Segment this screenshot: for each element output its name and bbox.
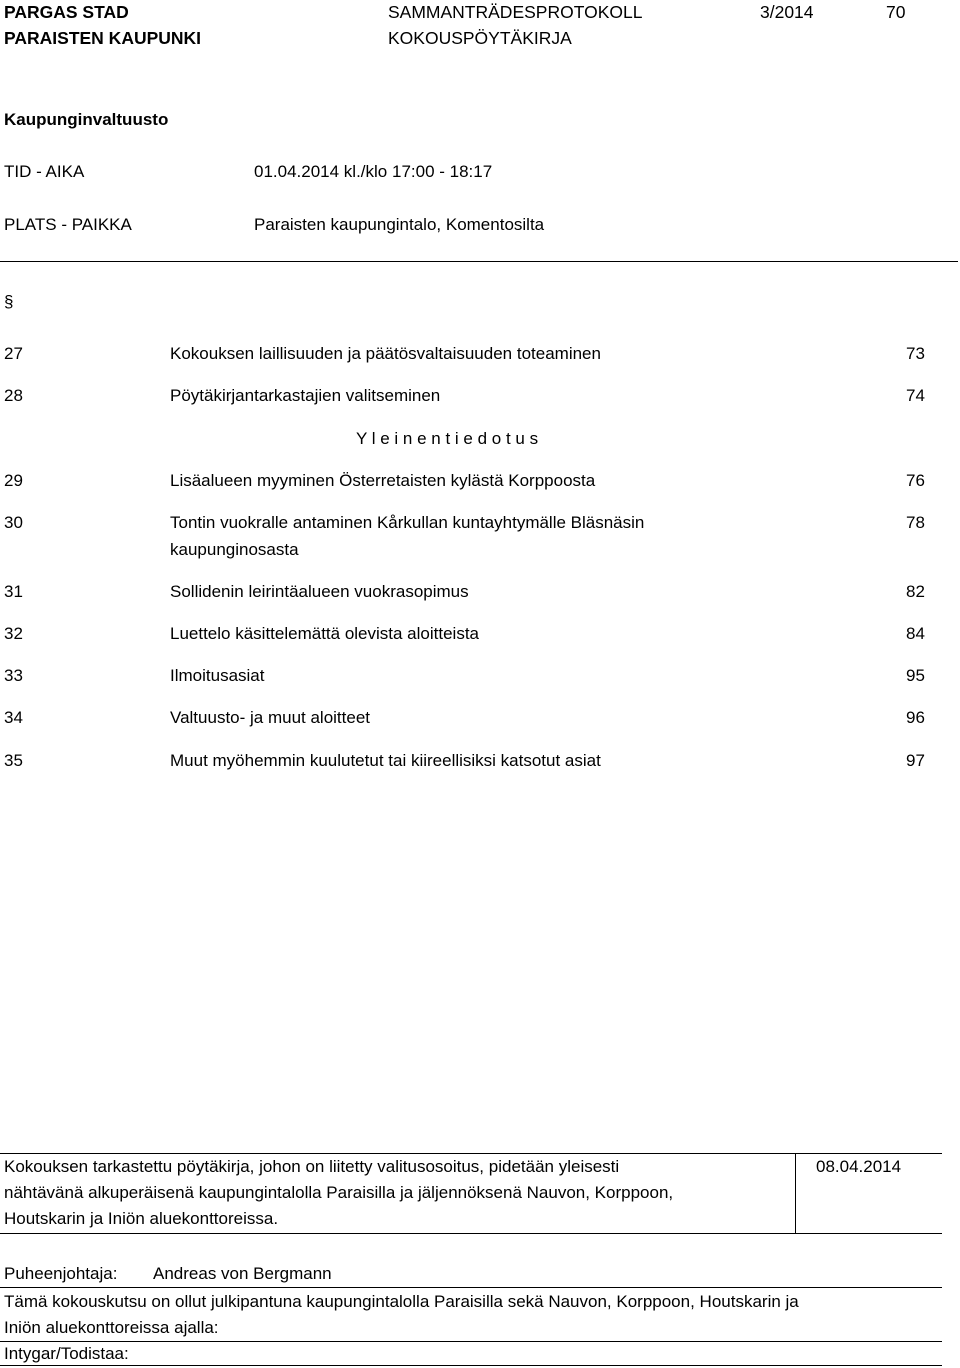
org-name-swedish: PARGAS STAD	[4, 2, 129, 22]
item-number: 31	[4, 582, 23, 601]
inspection-date: 08.04.2014	[816, 1157, 902, 1176]
notice-rule	[0, 1341, 942, 1342]
page-number: 70	[886, 2, 906, 22]
item-page: 95	[906, 666, 925, 685]
footer-top-rule	[0, 1153, 942, 1154]
item-page: 82	[906, 582, 925, 601]
notice-text-line: Iniön aluekonttoreissa ajalla:	[4, 1318, 219, 1337]
item-page: 74	[906, 386, 925, 405]
item-title: Kokouksen laillisuuden ja päätösvaltaisuuden toteaminen	[170, 344, 601, 363]
time-label: TID - AIKA	[4, 162, 85, 181]
item-page: 97	[906, 751, 925, 770]
item-title: Pöytäkirjantarkastajien valitseminen	[170, 386, 441, 405]
certify-rule	[0, 1365, 942, 1366]
header-divider	[0, 261, 958, 262]
doc-type-finnish: KOKOUSPÖYTÄKIRJA	[388, 28, 572, 48]
chair-label: Puheenjohtaja:	[4, 1264, 118, 1283]
list-item	[0, 582, 960, 606]
list-item	[0, 666, 960, 690]
item-number: 33	[4, 666, 23, 685]
list-item	[0, 513, 960, 563]
inspection-text-line: Kokouksen tarkastettu pöytäkirja, johon on liitetty valitusosoitus, pidetään yleisesti	[4, 1157, 620, 1176]
footer-rule	[0, 1233, 942, 1234]
item-page: 96	[906, 708, 925, 727]
item-page: 78	[906, 513, 925, 532]
item-number: 29	[4, 471, 23, 490]
footer-column-divider	[795, 1153, 796, 1233]
item-title: Muut myöhemmin kuulutetut tai kiireellisiksi katsotut asiat	[170, 751, 601, 770]
list-item	[0, 708, 960, 732]
inspection-text-line: Houtskarin ja Iniön aluekonttoreissa.	[4, 1209, 279, 1228]
item-title-continued: kaupunginosasta	[170, 540, 299, 559]
item-title: Sollidenin leirintäalueen vuokrasopimus	[170, 582, 469, 601]
item-number: 28	[4, 386, 23, 405]
item-page: 73	[906, 344, 925, 363]
inspection-text-line: nähtävänä alkuperäisenä kaupungintalolla Paraisilla ja jäljennöksenä Nauvon, Korppoon,	[4, 1183, 674, 1202]
chair-signature-line	[0, 1287, 942, 1288]
list-item	[0, 386, 960, 410]
item-title: Lisäalueen myyminen Österretaisten kylästä Korppoosta	[170, 471, 596, 490]
item-title: Luettelo käsittelemättä olevista aloitteista	[170, 624, 480, 643]
item-number: 34	[4, 708, 23, 727]
item-title: Ilmoitusasiat	[170, 666, 265, 685]
list-item	[0, 344, 960, 368]
time-value: 01.04.2014 kl./klo 17:00 - 18:17	[254, 162, 493, 181]
org-name-finnish: PARAISTEN KAUPUNKI	[4, 28, 202, 48]
item-number: 30	[4, 513, 23, 532]
chair-name: Andreas von Bergmann	[153, 1264, 332, 1283]
list-item	[0, 624, 960, 648]
notice-text-line: Tämä kokouskutsu on ollut julkipantuna kaupungintalolla Paraisilla sekä Nauvon, Korppoon, Houtskarin ja	[4, 1292, 799, 1311]
item-page: 84	[906, 624, 925, 643]
section-symbol: §	[4, 292, 14, 311]
item-title: Valtuusto- ja muut aloitteet	[170, 708, 371, 727]
section-heading: Y l e i n e n t i e d o t u s	[356, 429, 539, 448]
list-item	[0, 751, 960, 775]
item-number: 35	[4, 751, 23, 770]
item-page: 76	[906, 471, 925, 490]
item-number: 27	[4, 344, 23, 363]
list-item	[0, 471, 960, 495]
issue-number: 3/2014	[760, 2, 814, 22]
certify-label: Intygar/Todistaa:	[4, 1344, 129, 1363]
place-value: Paraisten kaupungintalo, Komentosilta	[254, 215, 545, 234]
item-title: Tontin vuokralle antaminen Kårkullan kuntayhtymälle Bläsnäsin	[170, 513, 645, 532]
body-name: Kaupunginvaltuusto	[4, 110, 169, 129]
place-label: PLATS - PAIKKA	[4, 215, 132, 234]
doc-type-swedish: SAMMANTRÄDESPROTOKOLL	[388, 2, 643, 22]
item-number: 32	[4, 624, 23, 643]
